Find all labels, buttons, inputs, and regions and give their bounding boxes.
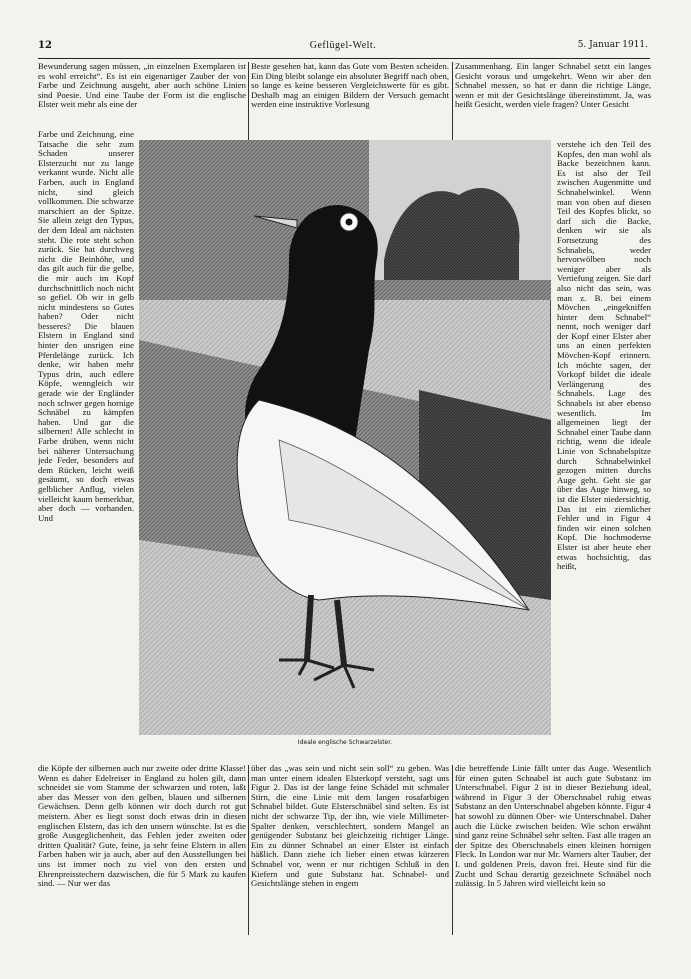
right-column: verstehe ich den Teil des Kopfes, den man wohl als Backe bezeichnen kann. Es ist also der Teil zwischen Augenmitte und Schnabelwinkel. Wenn man von oben auf diesen Teil des Kopfes blickt, so darf sich die Backe, denken wir sie als Fortsetzung des Schnabels, weder hervorwölben noch weniger aber als Vertiefung zeigen. Sie darf also nicht das sein, was man z. B. bei einem Mövchen „eingekniffen hinter dem Schnabel“ nennt, noch weniger darf der Kopf einer Elster aber uns an einen perfekten Mövchen-Kopf erinnern. Ich möchte sagen, der Vorkopf bildet die ideale Verlängerung des Schnabels. Lage des Schnabels ist aber ebenso wesentlich. Im allgemeinen liegt der Schnabel einer Taube dann richtig, wenn die ideale Linie von Schnabelspitze durch Schnabelwinkel gezogen mitten durchs Auge geht. Geht sie gar über das Auge hinweg, so ist die Elster niedersichtig. Das ist ein ziemlicher Fehler und in Figur 4 finden wir einen solchen Kopf. Die hochmoderne Elster ist aber heute eher etwas hochsichtig, das heißt, [557, 140, 651, 572]
figure-caption: Ideale englische Schwarzelster. [297, 739, 393, 746]
column-rule [248, 62, 249, 140]
top-column-2: Beste gesehen hat, kann das Gute vom Besten scheiden. Ein Ding bleibt solange ein absoluter Begriff nach oben, so lange es keine besseren Vergleichswerte für es gibt. Deshalb mag an einigen Bildern der Versuch gemacht werden eine instruktive Vorlesung [251, 62, 449, 110]
left-column: Farbe und Zeichnung, eine Tatsache die sehr zum Schaden unserer Elsterzucht nur zu lange verkannt wurde. Nicht alle Farben, auch in England nicht, sind gleich vollkommen. Die schwarze marschiert an der Spitze. Sie allein zeigt den Typus, der dem Ideal am nächsten steht. Die rote steht schon zurück. Sie hat durchweg nicht die Beinhöhe, und das gilt auch für die gelbe, die mir auch im Kopf durchschnittlich noch nicht so gefiel. Ob wir in gelb nicht mindestens so Gutes haben? Oder nicht besseres? Die blauen Elstern in England sind hinter den unsrigen eine Pferdelänge zurück. Ich denke, wir haben mehr Typus drin, auch edlere Köpfe, wenngleich wir gerade wie der Engländer noch schwer gegen hornige Schnäbel zu kämpfen haben. Und gar die silbernen! Alle schlecht in Farbe drüben, wenn nicht bei näherer Untersuchung jede Feder, besonders auf dem Rücken, leicht weiß gesäumt, so doch etwas gelblicher Anflug, vielen vielleicht kaum bemerkbar, aber doch — vorhanden. Und [38, 130, 134, 523]
page-header [38, 40, 648, 56]
top-column-1: Bewunderung sagen müssen, „in einzelnen Exemplaren ist es wohl erreicht“. Es ist ein eigenartiger Zauber der von Farbe und Zeichnung ausgeht, aber auch schöne Linien sind Poesie. Und eine Taube der Form ist die englische Elster weit mehr als eine der [38, 62, 246, 110]
bottom-column-1: die Köpfe der silbernen auch nur zweite oder dritte Klasse! Wenn es daher Edelreiser in England zu holen gilt, dann schneidet sie vom Stamme der schwarzen und roten, laßt aber das Messer von den gelben, blauen und silbernen Gewächsen. Denn gelb können wir doch durch rot gut meistern. Aber es liegt sonst doch etwas drin in diesen englischen Elstern, das ich den unsern wünschte. Ist es die große Ausgeglichenheit, das Fehlen jeder zweiten oder dritten Qualität? Gute, feine, ja sehr feine Elstern in allen Farben haben wir ja auch, aber auf den Ausstellungen bei uns ist immer noch zu viel von den ersten und Ehrenpreisstechern dazwischen, die für 5 Mark zu kaufen sind. — Nur wer das [38, 764, 246, 889]
column-rule [248, 765, 249, 935]
issue-date: 5. Januar 1911. [577, 40, 648, 50]
bottom-column-3: die betreffende Linie fällt unter das Auge. Wesentlich für einen guten Schnabel ist auch gute Substanz im Unterschnabel. Figur 2 ist in dieser Beziehung ideal, während in Figur 3 der Oberschnabel ruhig etwas Substanz an den Unterschnabel abgeben könnte. Figur 4 hat sowohl zu dünnen Ober- wie Unterschnabel. Daher auch die Lücke zwischen beiden. Wie schon erwähnt sind ganz reine Schnäbel sehr selten. Fast alle tragen an der Spitze des Oberschnabels einen kleinen hornigen Fleck. In London war nur Mr. Warners alter Tauber, der I. und goldenen Preis, davon frei. Heute sind für die Zucht und Schau derartig gezeichnete Schnäbel noch zulässig. In 5 Jahren wird vielleicht kein so [455, 764, 651, 889]
column-rule [452, 62, 453, 140]
bottom-column-2: über das „was sein und nicht sein soll“ zu geben. Was man unter einem idealen Elsterkopf versteht, sagt uns Figur 2. Das ist der lange feine Schädel mit schmaler Stirn, die eine Linie mit dem langen rosafarbigen Schnabel bildet. Gute Elsterschnäbel sind selten. Es ist nicht der schwarze Tip, der ihn, wie viele Millimeter-Spalter denken, verschlechtert, sondern Mangel an genügender Substanz bei gleichzeitig richtiger Länge. Ein zu dünner Schnabel an einer Elster ist einfach häßlich. Dann ziehe ich lieber einen etwas kürzeren Schnabel vor, wenn er nur richtigen Schluß in den Kiefern und gute Substanz hat. Schnabel- und Gesichtslänge stehen in engem [251, 764, 449, 889]
pigeon-illustration [139, 140, 551, 735]
journal-title: Geflügel-Welt. [309, 40, 377, 51]
page-number: 12 [38, 40, 52, 51]
column-rule [452, 765, 453, 935]
header-rule [38, 58, 650, 59]
top-column-3: Zusammenhang. Ein langer Schnabel setzt ein langes Gesicht voraus und umgekehrt. Wenn wir aber den Schnabel messen, so hat er dann die richtige Länge, wenn er mit der Gesichtslänge übereinstimmt. Ja, was heißt Gesicht, werden viele fragen? Unter Gesicht [455, 62, 651, 110]
